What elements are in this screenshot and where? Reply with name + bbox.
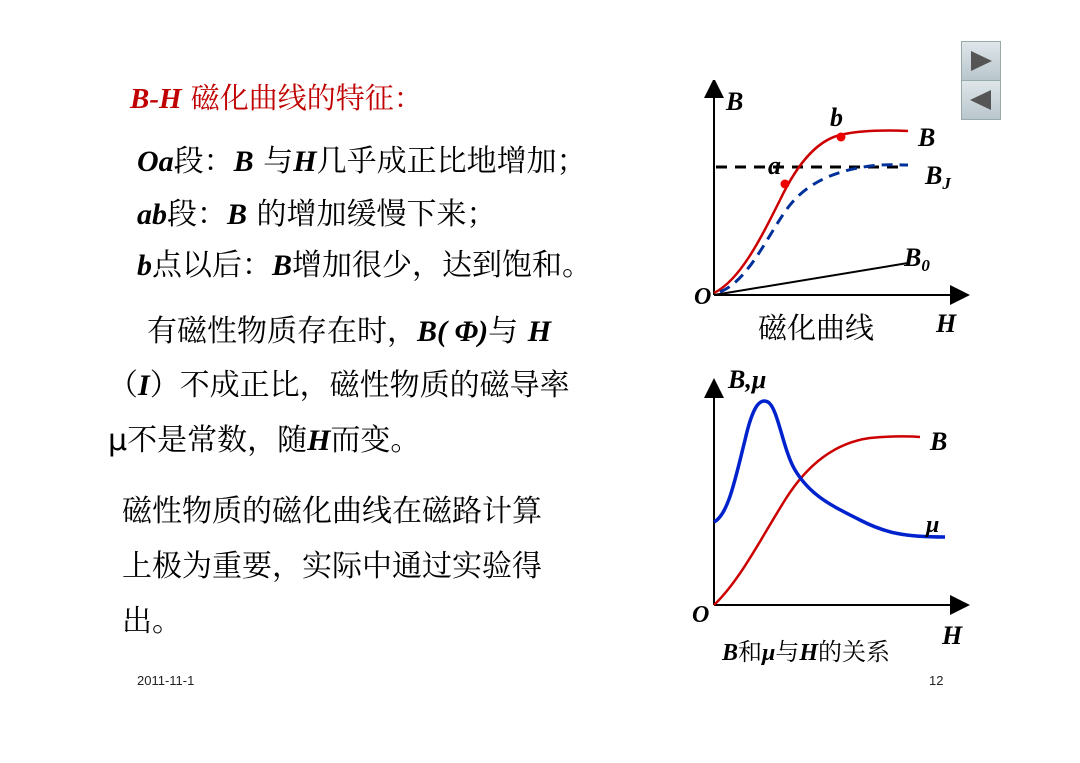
text: 与 xyxy=(253,144,294,179)
list-item xyxy=(137,136,587,180)
page-number: 12 xyxy=(929,673,944,688)
axis-label-b-mu: B,μ xyxy=(728,365,767,394)
text: 与 xyxy=(488,314,528,349)
paragraph-line: 上极为重要，实际中通过实验得 xyxy=(122,549,542,584)
b0-sub: 0 xyxy=(921,256,930,275)
text: 的增加缓慢下来； xyxy=(247,197,497,232)
cap-text: 和 xyxy=(738,638,763,666)
var-b: B xyxy=(227,198,248,231)
axis-label-h: H xyxy=(936,309,957,338)
text: 不是常数，随 xyxy=(127,423,308,458)
var-i: I xyxy=(138,369,150,402)
axis-label-b: B xyxy=(726,87,744,116)
cap-b: B xyxy=(722,640,739,666)
chart-caption: 磁化曲线 xyxy=(758,311,875,345)
text: 几乎成正比地增加； xyxy=(316,144,587,179)
section-title xyxy=(130,76,423,117)
paragraph-line: 出。 xyxy=(122,604,182,639)
origin-label: O xyxy=(694,284,712,310)
var-b: B xyxy=(272,249,293,282)
curve-b xyxy=(714,436,920,605)
paragraph-line: 磁性物质的磁化曲线在磁路计算 xyxy=(122,494,542,529)
bj-sub: J xyxy=(942,174,951,193)
bj-main: B xyxy=(925,161,943,190)
list-item xyxy=(137,189,497,233)
curve-label-bj xyxy=(924,161,951,193)
var-mu: μ xyxy=(108,423,128,458)
cap-mu: μ xyxy=(762,640,776,666)
point-label-b: b xyxy=(830,103,843,132)
curve-mu xyxy=(714,401,948,537)
paragraph-line xyxy=(147,306,551,350)
next-slide-button[interactable] xyxy=(961,41,1001,81)
segment-var: Oa xyxy=(137,145,174,178)
curve-b0 xyxy=(714,263,908,295)
segment-var: ab xyxy=(137,198,167,231)
title-variable: B-H xyxy=(130,83,182,115)
paragraph-line xyxy=(108,360,570,404)
magnetization-curve-diagram xyxy=(680,80,980,350)
text: ）不成正比，磁性物质的磁导率 xyxy=(149,368,570,403)
curve-label-b0 xyxy=(903,243,930,275)
footer-date: 2011-11-1 xyxy=(137,673,195,688)
cap-h: H xyxy=(799,640,819,666)
chart-caption xyxy=(721,638,890,666)
b-mu-relation-diagram xyxy=(680,360,980,670)
var-b-phi: B( Φ) xyxy=(417,315,489,348)
text: 增加很少，达到饱和。 xyxy=(292,248,593,283)
cap-text: 的关系 xyxy=(818,638,891,666)
point-label-a: a xyxy=(768,151,781,180)
curve-label-b: B xyxy=(930,427,948,456)
text: 有磁性物质存在时， xyxy=(147,314,417,349)
curve-bj xyxy=(720,165,908,292)
segment-text: 段： xyxy=(173,144,234,179)
list-item xyxy=(137,240,592,284)
var-b: B xyxy=(233,145,254,178)
point-a-marker xyxy=(781,180,790,189)
var-h: H xyxy=(307,424,331,457)
origin-label: O xyxy=(692,602,710,628)
play-right-icon xyxy=(968,49,994,73)
segment-var: b xyxy=(137,249,152,282)
var-h: H xyxy=(293,145,317,178)
title-text: 磁化曲线的特征： xyxy=(190,81,423,115)
text: （ xyxy=(108,368,138,403)
text: 而变。 xyxy=(330,423,421,458)
point-b-marker xyxy=(837,133,846,142)
paragraph-line xyxy=(108,415,420,459)
segment-text: 段： xyxy=(167,197,227,232)
curve-label-b: B xyxy=(918,123,936,152)
var-h: H xyxy=(527,315,552,348)
cap-text: 与 xyxy=(775,638,800,666)
b0-main: B xyxy=(904,243,922,272)
segment-text: 点以后： xyxy=(152,248,272,283)
axis-label-h: H xyxy=(942,621,963,650)
curve-label-mu: μ xyxy=(926,512,940,538)
